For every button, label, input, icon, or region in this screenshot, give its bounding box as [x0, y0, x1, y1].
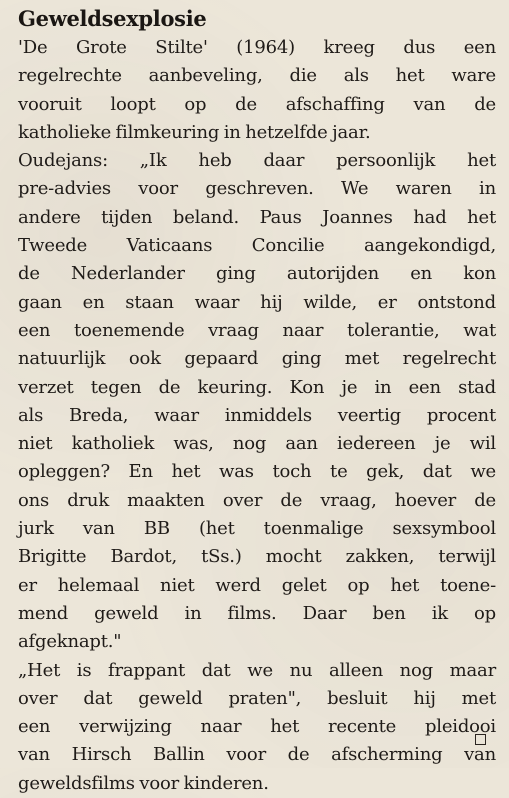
text-line: Brigitte Bardot, tSs.) mocht zakken, terwijl: [18, 546, 496, 568]
text-line: regelrechte aanbeveling, die als het ware: [18, 65, 496, 87]
text-line: „Het is frappant dat we nu alleen nog maar: [18, 659, 496, 681]
text-line: afgeknapt.": [18, 631, 122, 653]
text-line: natuurlijk ook gepaard ging met regelrecht: [18, 348, 496, 370]
text-line: verzet tegen de keuring. Kon je in een stad: [18, 376, 496, 398]
text-line: opleggen? En het was toch te gek, dat we: [18, 461, 496, 483]
paragraph-3: [18, 657, 496, 798]
text-line: pre-advies voor geschreven. We waren in: [18, 178, 496, 200]
text-line: vooruit loopt op de afschaffing van de: [18, 93, 496, 115]
text-line: niet katholiek was, nog aan iedereen je wil: [18, 433, 496, 455]
text-line: over dat geweld praten", besluit hij met: [18, 687, 496, 709]
text-line: katholieke filmkeuring in hetzelfde jaar.: [18, 121, 371, 143]
text-line: een toenemende vraag naar tolerantie, wat: [18, 319, 496, 341]
text-line: geweldsfilms voor kinderen.: [18, 772, 269, 794]
text-line: Oudejans: „Ik heb daar persoonlijk het: [18, 150, 496, 172]
article-headline: Geweldsexplosie: [18, 6, 207, 31]
paragraph-2: [18, 147, 496, 656]
text-line: als Breda, waar inmiddels veertig procent: [18, 404, 496, 426]
text-line: er helemaal niet werd gelet op het toene-: [18, 574, 496, 596]
text-line: van Hirsch Ballin voor de afscherming van: [18, 744, 496, 766]
text-line: 'De Grote Stilte' (1964) kreeg dus een: [18, 37, 496, 58]
text-line: de Nederlander ging autorijden en kon: [18, 263, 496, 285]
end-of-article-square-icon: [475, 734, 486, 745]
article: [18, 4, 496, 798]
text-line: ons druk maakten over de vraag, hoever de: [18, 489, 496, 511]
paragraph-1: [18, 34, 496, 147]
text-line: Tweede Vaticaans Concilie aangekondigd,: [18, 235, 496, 257]
text-line: andere tijden beland. Paus Joannes had het: [18, 206, 496, 228]
text-line: gaan en staan waar hij wilde, er ontstond: [18, 291, 496, 313]
text-line: een verwijzing naar het recente pleidooi: [18, 716, 496, 738]
text-line: mend geweld in films. Daar ben ik op: [18, 602, 496, 624]
text-line: jurk van BB (het toenmalige sexsymbool: [18, 518, 496, 540]
